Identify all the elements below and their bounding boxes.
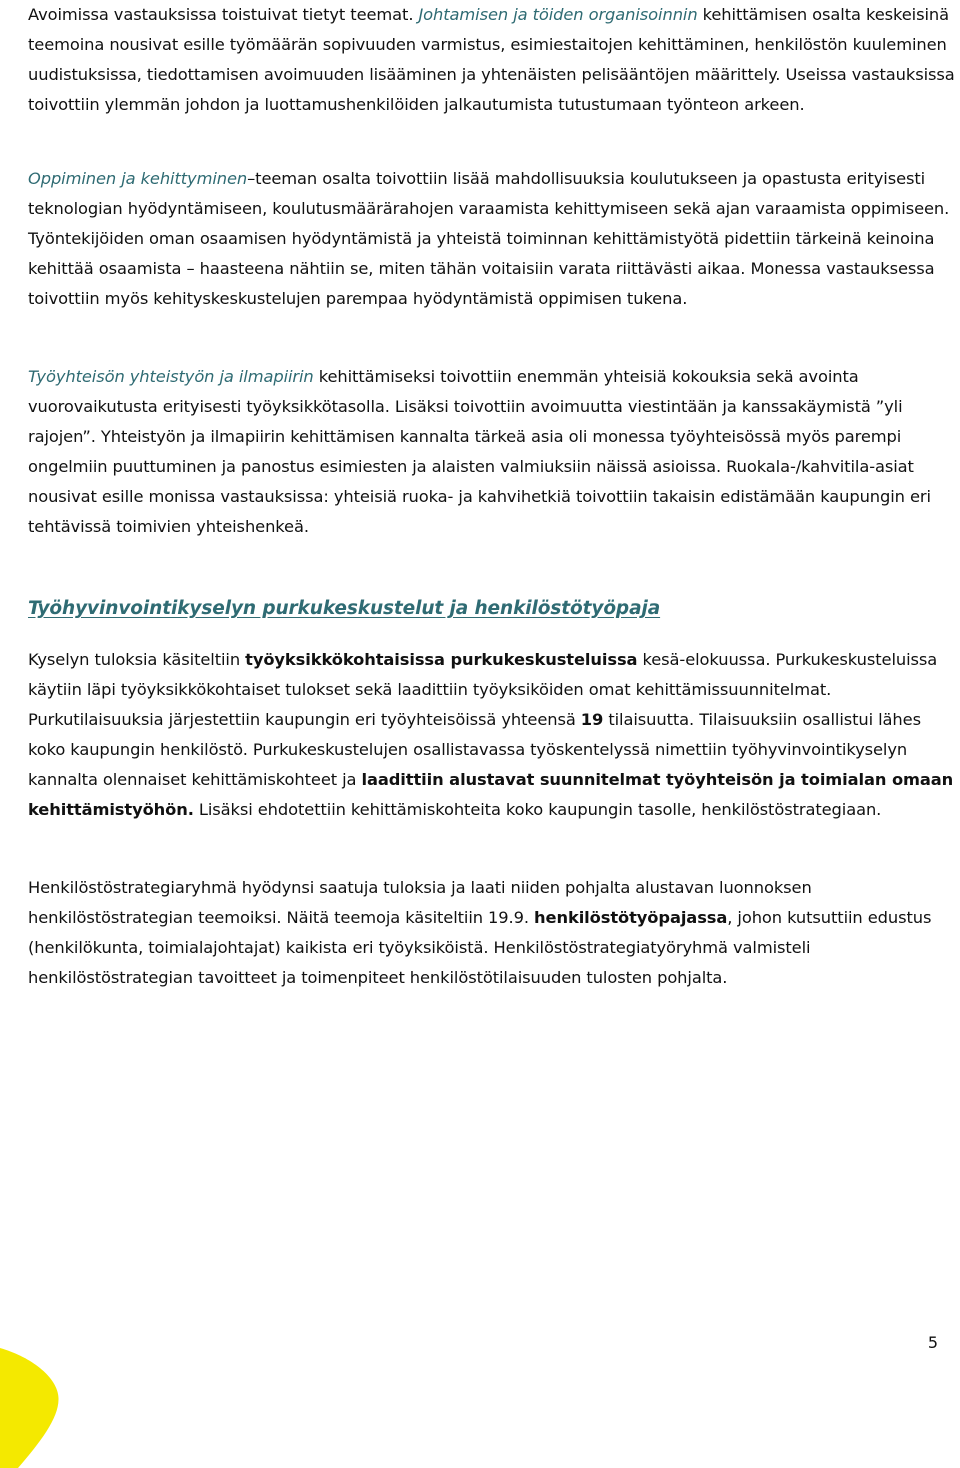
text-segment: Kyselyn tuloksia käsiteltiin bbox=[28, 650, 246, 669]
page-number: 5 bbox=[927, 1333, 938, 1352]
yellow-corner-shape-icon bbox=[0, 1348, 64, 1468]
text-segment: tilaisuutta. Tilaisuuksiin osallistui lähes koko kaupungin henkilöstö. Purkukeskustelujen osallistavassa työskentelyssä nimettiin työhyvinvointikyselyn kannalta olennaiset kehittämiskohteet ja bbox=[28, 710, 921, 789]
paragraph-body: kehittämiseksi toivottiin enemmän yhteisiä kokouksia sekä avointa vuorovaikutusta erityisesti työyksikkötasolla. Lisäksi toivottiin avoimuutta viestintään ja kanssakäymistä ”yli rajojen”. Yhteistyön ja ilmapiirin kehittämisen kannalta tärkeä asia oli monessa työyhteisössä myös parempi ongelmiin puuttuminen ja panostus esimiesten ja alaisten valmiuksiin näissä asioissa. Ruokala-/kahvitila-asiat nousivat esille monissa vastauksissa: yhteisiä ruoka- ja kahvihetkiä toivottiin takaisin edistämään kaupungin eri tehtävissä toimivien yhteishenkeä. bbox=[28, 367, 931, 536]
paragraph-intro: Avoimissa vastauksissa toistuivat tietyt teemat. bbox=[28, 5, 419, 24]
text-segment: , johon kutsuttiin edustus (henkilökunta, toimialajohtajat) kaikista eri työyksiköistä. Henkilöstöstrategiatyöryhmä valmisteli henkilöstöstrategian tavoitteet ja toimenpiteet henkilöstötilaisuuden tulosten pohjalta. bbox=[28, 908, 932, 987]
bold-count: 19 bbox=[580, 710, 604, 729]
paragraph-johtaminen bbox=[28, 0, 958, 120]
paragraph-tyoyhteiso bbox=[28, 362, 958, 542]
paragraph-body: kehittämisen osalta keskeisinä teemoina nousivat esille työmäärän sopivuuden varmistus, esimiestaitojen kehittäminen, henkilöstön kuuleminen uudistuksissa, tiedottamisen avoimuuden lisääminen ja yhtenäisten pelisääntöjen määrittely. Useissa vastauksissa toivottiin ylemmän johdon ja luottamushenkilöiden jalkautumista tutustumaan työnteon arkeen. bbox=[28, 5, 955, 114]
theme-tyoyhteiso: Työyhteisön yhteistyön ja ilmapiirin bbox=[28, 367, 314, 386]
theme-oppiminen: Oppiminen ja kehittyminen bbox=[28, 169, 248, 188]
text-segment: kesä-elokuussa. Purkukeskusteluissa käytiin läpi työyksikkökohtaiset tulokset sekä laadittiin työyksiköiden omat kehittämissuunnitelmat. Purkutilaisuuksia järjestettiin kaupungin eri työyhteisöissä yhteensä bbox=[28, 650, 938, 729]
paragraph-purkukeskustelut bbox=[28, 645, 958, 825]
section-heading: Työhyvinvointikyselyn purkukeskustelut ja henkilöstötyöpaja bbox=[28, 598, 661, 619]
theme-johtaminen: Johtamisen ja töiden organisoinnin bbox=[418, 5, 698, 24]
paragraph-oppiminen bbox=[28, 164, 958, 314]
bold-segment: henkilöstötyöpajassa bbox=[534, 908, 728, 927]
bold-segment: laadittiin alustavat suunnitelmat työyhteisön ja toimialan omaan kehittämistyöhön. bbox=[28, 770, 954, 819]
paragraph-body: –teeman osalta toivottiin lisää mahdollisuuksia koulutukseen ja opastusta erityisesti teknologian hyödyntämiseen, koulutusmäärärahojen varaamista kehittymiseen sekä ajan varaamista oppimiseen. Työntekijöiden oman osaamisen hyödyntämistä ja yhteistä toiminnan kehittämistyötä pidettiin tärkeinä keinoina kehittää osaamista – haasteena nähtiin se, miten tähän voitaisiin varata riittävästi aikaa. Monessa vastauksessa toivottiin myös kehityskeskustelujen parempaa hyödyntämistä oppimisen tukena. bbox=[28, 169, 950, 308]
bold-segment: työyksikkökohtaisissa purkukeskusteluissa bbox=[245, 650, 638, 669]
text-segment: Henkilöstöstrategiaryhmä hyödynsi saatuja tuloksia ja laati niiden pohjalta alustavan luonnoksen henkilöstöstrategian teemoiksi. Näitä teemoja käsiteltiin 19.9. bbox=[28, 878, 812, 927]
text-segment: Lisäksi ehdotettiin kehittämiskohteita koko kaupungin tasolle, henkilöstöstrategiaan. bbox=[193, 800, 882, 819]
corner-shape-path bbox=[0, 1348, 59, 1468]
paragraph-henkilostostrategia bbox=[28, 873, 958, 993]
